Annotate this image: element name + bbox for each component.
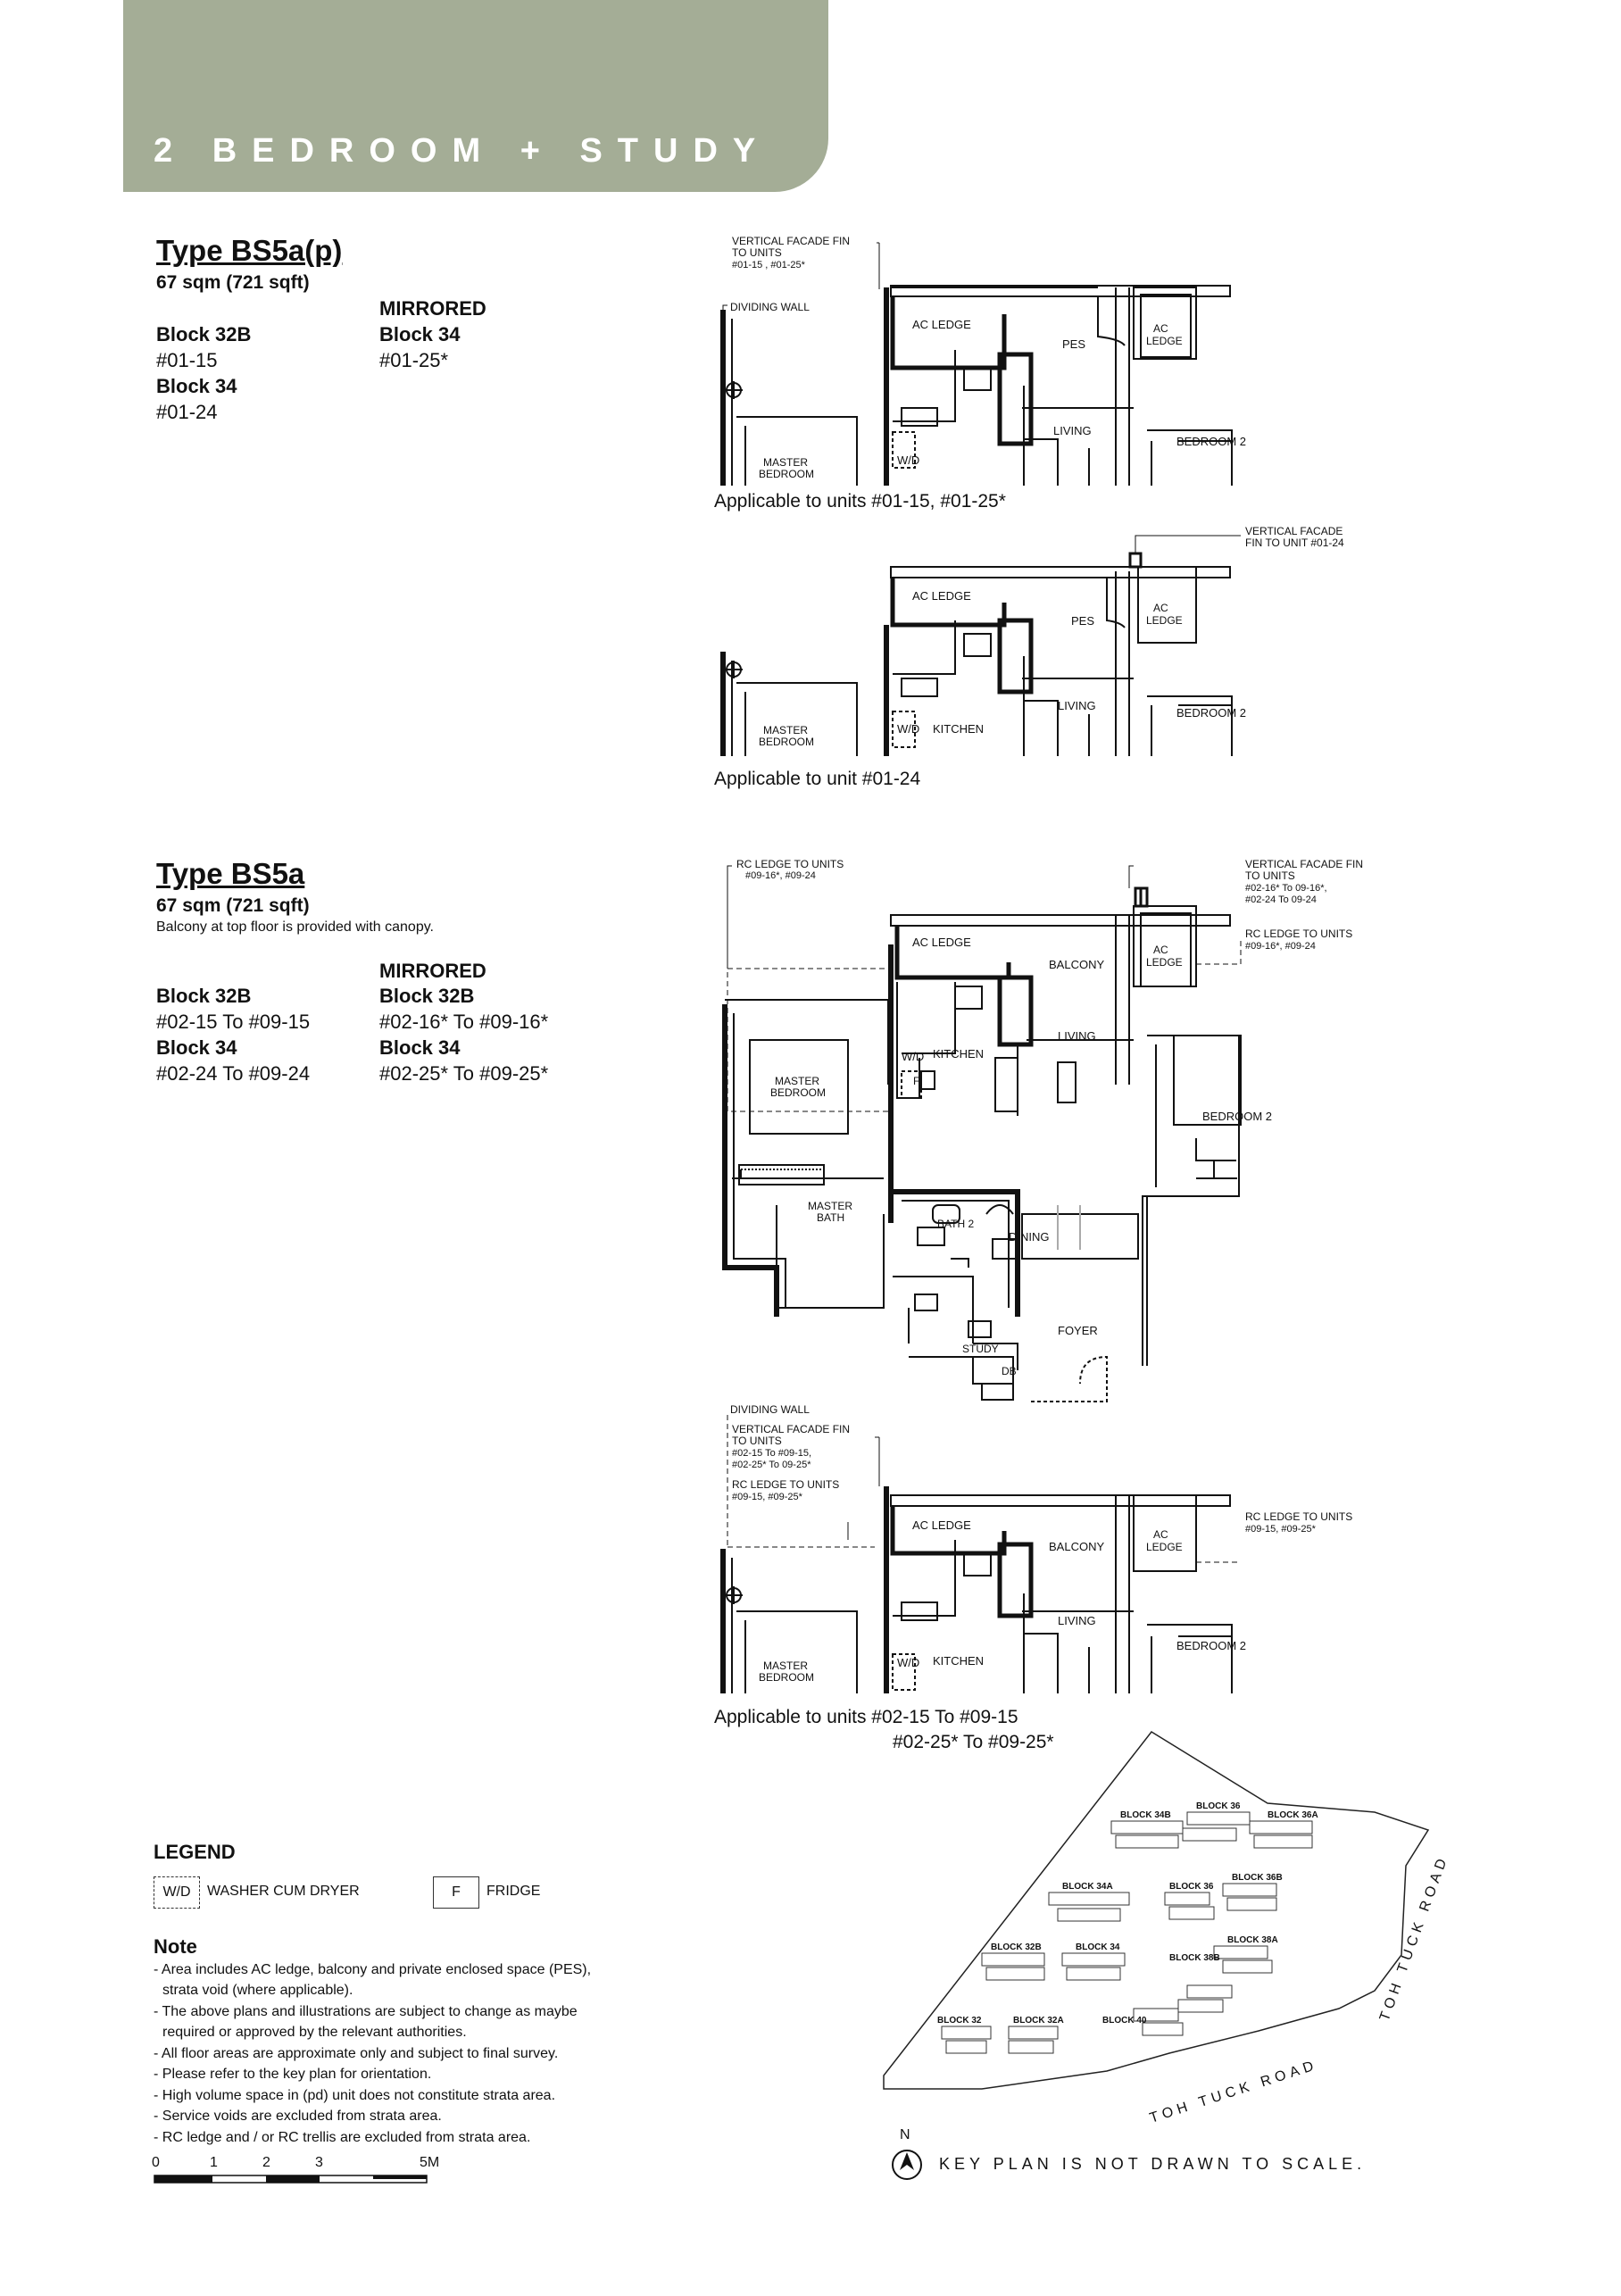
callout-text: #02-15 To #09-15, bbox=[732, 1448, 812, 1459]
note-line: strata void (where applicable). bbox=[162, 1983, 353, 1998]
road-label: TOH TUCK ROAD bbox=[1147, 2057, 1320, 2126]
room-label: LIVING bbox=[1053, 424, 1092, 437]
note-line: - RC ledge and / or RC trellis are excluded from strata area. bbox=[154, 2130, 531, 2145]
room-label: BEDROOM bbox=[759, 1671, 815, 1684]
callout-text: RC LEDGE TO UNITS bbox=[736, 858, 844, 870]
room-label: BEDROOM 2 bbox=[1176, 706, 1247, 720]
room-label: BATH bbox=[817, 1211, 845, 1224]
callout-text: #01-15 , #01-25* bbox=[732, 260, 805, 270]
note-line: - Please refer to the key plan for orientation. bbox=[154, 2067, 432, 2082]
page-title: 2 BEDROOM + STUDY bbox=[154, 132, 771, 170]
note-line: required or approved by the relevant authorities. bbox=[162, 2025, 467, 2040]
scale-tick: 1 bbox=[210, 2155, 218, 2170]
type2-mirrored-unit: #02-16* To #09-16* bbox=[379, 1011, 549, 1033]
room-label: W/D bbox=[897, 1656, 920, 1669]
type2-mirrored-block: Block 32B bbox=[379, 985, 475, 1007]
north-arrow-icon bbox=[891, 2149, 923, 2181]
floor-plan-4 bbox=[714, 1397, 1410, 1701]
type2-title: Type BS5a bbox=[156, 857, 305, 890]
room-label: BEDROOM bbox=[770, 1086, 827, 1099]
type2-block: Block 34 bbox=[156, 1036, 237, 1059]
type1-unit: #01-24 bbox=[156, 401, 218, 423]
block-label: BLOCK 38B bbox=[1169, 1953, 1220, 1963]
room-label: AC bbox=[1153, 1528, 1168, 1541]
room-label: AC LEDGE bbox=[912, 589, 971, 603]
room-label: MASTER bbox=[763, 724, 809, 736]
callout-text: RC LEDGE TO UNITS bbox=[1245, 1510, 1353, 1523]
block-label: BLOCK 34B bbox=[1120, 1810, 1171, 1820]
room-label: W/D bbox=[897, 722, 920, 736]
scale-bar bbox=[154, 2175, 439, 2185]
scale-tick: 0 bbox=[152, 2155, 160, 2170]
room-label: DB bbox=[1002, 1365, 1017, 1377]
block-label: BLOCK 40 bbox=[1102, 2016, 1147, 2026]
legend-title: LEGEND bbox=[154, 1841, 236, 1863]
callout-text: VERTICAL FACADE FIN bbox=[732, 1423, 851, 1435]
type1-mirrored-block: Block 34 bbox=[379, 323, 461, 345]
block-label: BLOCK 36B bbox=[1232, 1873, 1283, 1883]
room-label: LIVING bbox=[1058, 699, 1096, 712]
type2-unit: #02-24 To #09-24 bbox=[156, 1062, 311, 1085]
room-label: BATH 2 bbox=[937, 1218, 975, 1230]
callout-text: #09-16*, #09-24 bbox=[745, 870, 816, 881]
callout-text: DIVIDING WALL bbox=[730, 1403, 810, 1416]
room-label: KITCHEN bbox=[933, 722, 985, 736]
room-label: BALCONY bbox=[1049, 958, 1105, 971]
fridge-label: FRIDGE bbox=[486, 1884, 541, 1899]
note-line: - The above plans and illustrations are subject to change as maybe bbox=[154, 2004, 578, 2019]
callout-text: #09-15, #09-25* bbox=[732, 1492, 802, 1502]
block-label: BLOCK 32A bbox=[1013, 2016, 1064, 2026]
callout-text: RC LEDGE TO UNITS bbox=[1245, 928, 1353, 940]
room-label: LEDGE bbox=[1146, 335, 1183, 347]
room-label: MASTER bbox=[763, 456, 809, 469]
room-label: AC LEDGE bbox=[912, 936, 971, 949]
type1-unit: #01-15 bbox=[156, 349, 218, 371]
room-label: MASTER bbox=[808, 1200, 853, 1212]
room-label: W/D bbox=[902, 1050, 925, 1063]
block-label: BLOCK 36 bbox=[1169, 1882, 1214, 1892]
road-label: TOH TUCK ROAD bbox=[1376, 1852, 1452, 2024]
callout-text: VERTICAL FACADE FIN bbox=[732, 235, 851, 247]
plan4-caption-2: #02-25* To #09-25* bbox=[893, 1732, 1054, 1752]
note-line: - Area includes AC ledge, balcony and private enclosed space (PES), bbox=[154, 1962, 592, 1977]
callout-text: TO UNITS bbox=[732, 246, 782, 259]
room-label: BEDROOM 2 bbox=[1176, 1639, 1247, 1652]
type1-block: Block 34 bbox=[156, 375, 237, 397]
room-label: BEDROOM 2 bbox=[1176, 435, 1247, 448]
callout-text: #09-15, #09-25* bbox=[1245, 1524, 1316, 1535]
room-label: LEDGE bbox=[1146, 956, 1183, 969]
callout-text: #09-16*, #09-24 bbox=[1245, 941, 1316, 952]
notes-title: Note bbox=[154, 1935, 197, 1958]
wd-label: WASHER CUM DRYER bbox=[207, 1884, 360, 1899]
block-label: BLOCK 34 bbox=[1076, 1942, 1120, 1952]
floor-plan-2 bbox=[714, 522, 1392, 763]
room-label: AC LEDGE bbox=[912, 318, 971, 331]
type1-mirrored-unit: #01-25* bbox=[379, 349, 449, 371]
room-label: W/D bbox=[897, 453, 920, 467]
type1-block: Block 32B bbox=[156, 323, 252, 345]
callout-text: #02-25* To 09-25* bbox=[732, 1460, 811, 1470]
callout-text: TO UNITS bbox=[732, 1435, 782, 1447]
floor-plan-1 bbox=[714, 234, 1321, 502]
room-label: AC bbox=[1153, 322, 1168, 335]
room-label: PES bbox=[1071, 614, 1095, 628]
room-label: LIVING bbox=[1058, 1029, 1096, 1043]
room-label: MASTER bbox=[775, 1075, 820, 1087]
room-label: FOYER bbox=[1058, 1324, 1098, 1337]
block-label: BLOCK 32B bbox=[991, 1942, 1042, 1952]
room-label: AC bbox=[1153, 602, 1168, 614]
block-label: BLOCK 38A bbox=[1227, 1935, 1278, 1945]
callout-text: TO UNITS bbox=[1245, 869, 1295, 882]
floor-plan-3 bbox=[714, 857, 1410, 1437]
room-label: KITCHEN bbox=[933, 1047, 985, 1061]
room-label: MASTER bbox=[763, 1660, 809, 1672]
note-line: - High volume space in (pd) unit does not constitute strata area. bbox=[154, 2088, 556, 2103]
note-line: - Service voids are excluded from strata area. bbox=[154, 2109, 442, 2124]
callout-text: VERTICAL FACADE FIN bbox=[1245, 858, 1364, 870]
room-label: STUDY bbox=[962, 1343, 999, 1355]
fridge-symbol: F bbox=[433, 1876, 479, 1909]
callout-text: #02-16* To 09-16*, bbox=[1245, 883, 1327, 894]
block-label: BLOCK 32 bbox=[937, 2016, 982, 2026]
keyplan-note: KEY PLAN IS NOT DRAWN TO SCALE. bbox=[939, 2155, 1367, 2173]
callout-text: VERTICAL FACADE bbox=[1245, 525, 1343, 537]
room-label: PES bbox=[1062, 337, 1086, 351]
room-label: BEDROOM 2 bbox=[1202, 1110, 1273, 1123]
room-label: KITCHEN bbox=[933, 1654, 985, 1668]
callout-text: FIN TO UNIT #01-24 bbox=[1245, 537, 1344, 549]
room-label: DINING bbox=[1009, 1230, 1050, 1244]
block-label: BLOCK 36 bbox=[1196, 1801, 1241, 1811]
room-label: BALCONY bbox=[1049, 1540, 1105, 1553]
type2-note: Balcony at top floor is provided with canopy. bbox=[156, 919, 434, 935]
block-label: BLOCK 34A bbox=[1062, 1882, 1113, 1892]
room-label: AC bbox=[1153, 944, 1168, 956]
type2-mirrored-label: MIRRORED bbox=[379, 960, 486, 982]
room-label: F bbox=[913, 1075, 920, 1087]
type2-unit: #02-15 To #09-15 bbox=[156, 1011, 311, 1033]
callout-text: #02-24 To 09-24 bbox=[1245, 894, 1317, 905]
room-label: LEDGE bbox=[1146, 614, 1183, 627]
callout-text: RC LEDGE TO UNITS bbox=[732, 1478, 840, 1491]
scale-tick: 3 bbox=[315, 2155, 323, 2170]
wd-symbol: W/D bbox=[154, 1876, 200, 1909]
key-plan bbox=[875, 1723, 1452, 2187]
type2-mirrored-block: Block 34 bbox=[379, 1036, 461, 1059]
north-label: N bbox=[900, 2127, 910, 2142]
type2-block: Block 32B bbox=[156, 985, 252, 1007]
room-label: AC LEDGE bbox=[912, 1518, 971, 1532]
plan4-caption: Applicable to units #02-15 To #09-15 bbox=[714, 1707, 1018, 1727]
plan2-caption: Applicable to unit #01-24 bbox=[714, 769, 921, 789]
type2-mirrored-unit: #02-25* To #09-25* bbox=[379, 1062, 549, 1085]
scale-tick: 2 bbox=[262, 2155, 270, 2170]
type2-area: 67 sqm (721 sqft) bbox=[156, 895, 310, 916]
room-label: BEDROOM bbox=[759, 736, 815, 748]
note-line: - All floor areas are approximate only and subject to final survey. bbox=[154, 2046, 559, 2061]
type1-title: Type BS5a(p) bbox=[156, 234, 343, 267]
callout-text: DIVIDING WALL bbox=[730, 301, 810, 313]
plan1-caption: Applicable to units #01-15, #01-25* bbox=[714, 491, 1006, 512]
type1-area: 67 sqm (721 sqft) bbox=[156, 272, 310, 293]
scale-tick: 5M bbox=[420, 2155, 440, 2170]
room-label: BEDROOM bbox=[759, 468, 815, 480]
room-label: LIVING bbox=[1058, 1614, 1096, 1627]
type1-mirrored-label: MIRRORED bbox=[379, 297, 486, 320]
block-label: BLOCK 36A bbox=[1268, 1810, 1318, 1820]
room-label: LEDGE bbox=[1146, 1541, 1183, 1553]
